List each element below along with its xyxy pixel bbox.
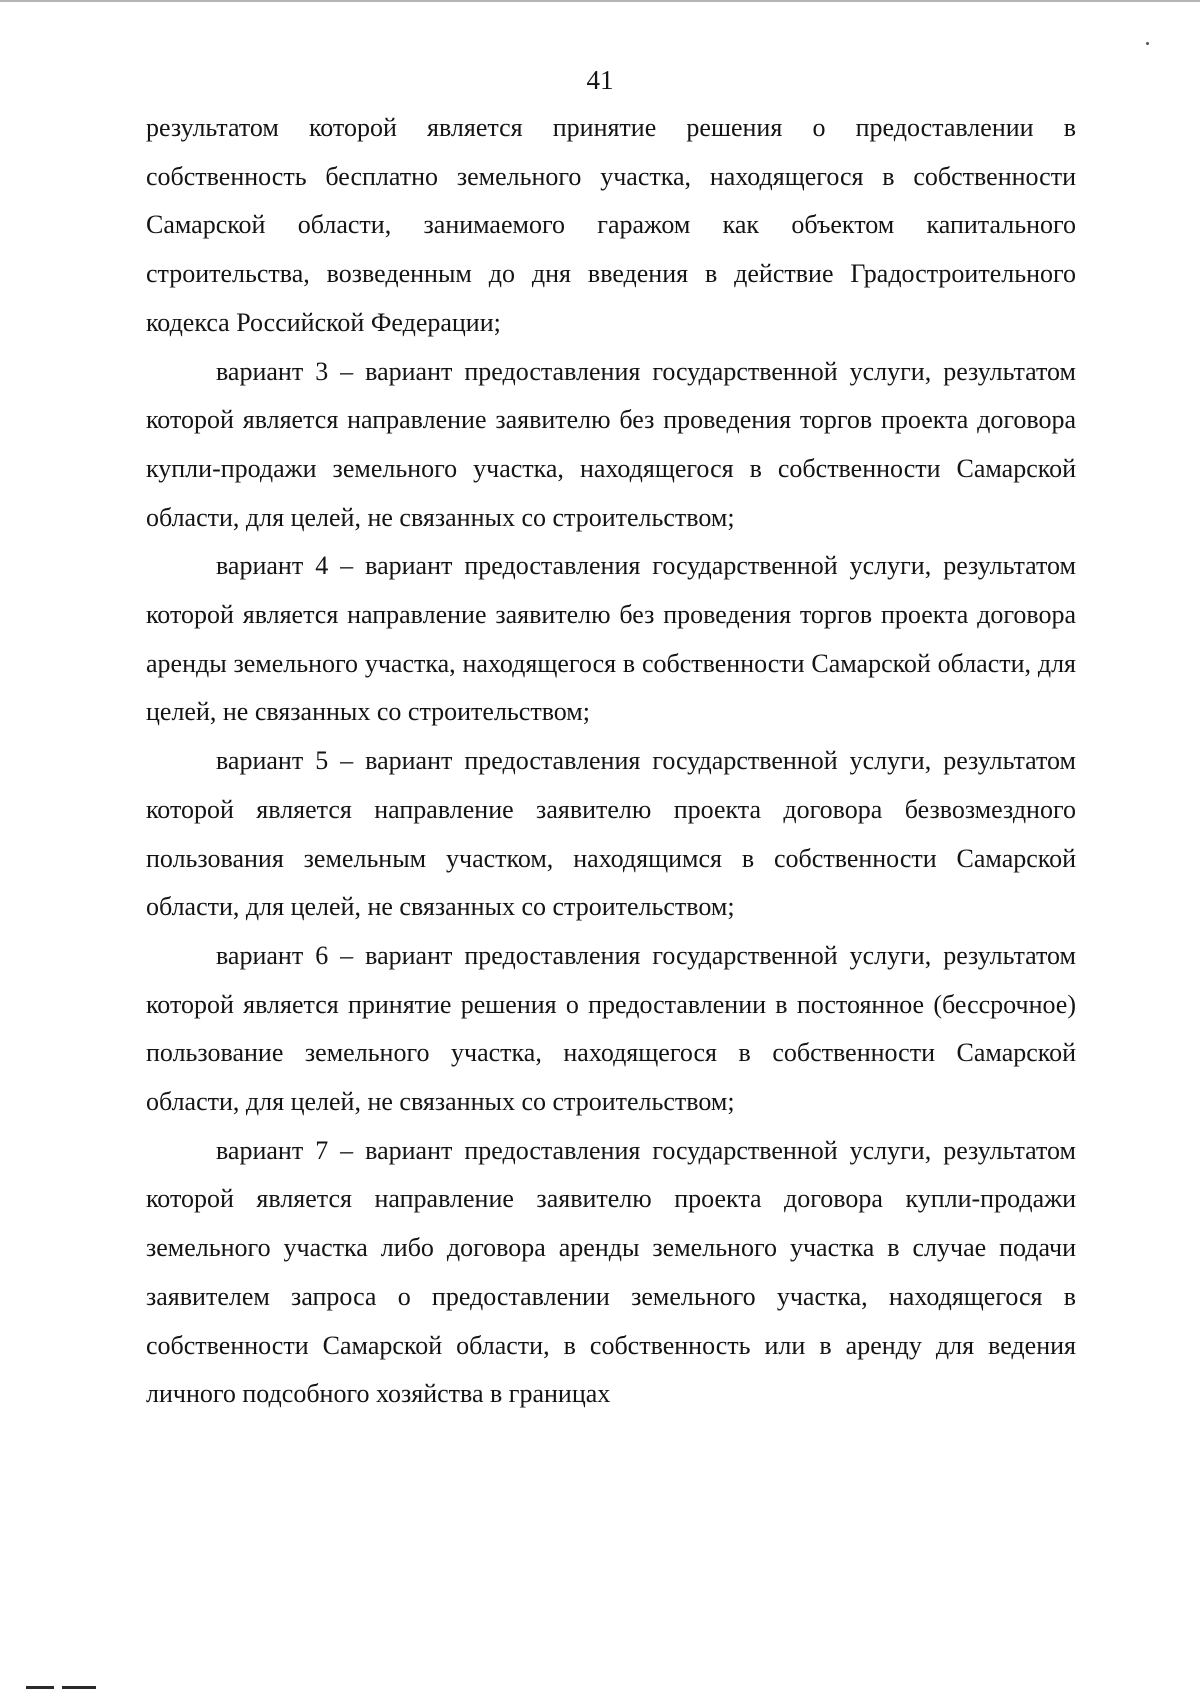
page-number: 41 bbox=[586, 65, 614, 95]
paragraph-continuation: результатом которой является принятие решения о предоставлении в собственность бесплатно земельного участка, находящегося в собственности Самарской области, занимаемого гаражом как объектом капитального строительства, возведенным до дня введения в действие Градостроительного кодекса Российской Федерации; bbox=[146, 113, 1076, 337]
paragraph-variant-7: вариант 7 – вариант предоставления государственной услуги, результатом которой является направление заявителю проекта договора купли-продажи земельного участка либо договора аренды земельного участка в случае подачи заявителем запроса о предоставлении земельного участка, находящегося в собственности Самарской области, в собственность или в аренду для ведения личного подсобного хозяйства в границах bbox=[146, 1135, 1076, 1409]
paragraph-variant-6: вариант 6 – вариант предоставления государственной услуги, результатом которой является принятие решения о предоставлении в постоянное (бессрочное) пользование земельного участка, находящегося в собственности Самарской области, для целей, не связанных со строительством; bbox=[146, 940, 1076, 1117]
scan-top-edge bbox=[0, 0, 1200, 2]
paragraph-variant-3: вариант 3 – вариант предоставления государственной услуги, результатом которой является направление заявителю без проведения торгов проекта договора купли-продажи земельного участка, находящегося в собственности Самарской области, для целей, не связанных со строительством; bbox=[146, 356, 1076, 532]
paragraph-variant-5: вариант 5 – вариант предоставления государственной услуги, результатом которой является направление заявителю проекта договора безвозмездного пользования земельным участком, находящимся в собственности Самарской области, для целей, не связанных со строительством; bbox=[146, 746, 1076, 922]
document-body bbox=[146, 104, 1076, 1419]
paragraph-variant-4: вариант 4 – вариант предоставления государственной услуги, результатом которой является направление заявителю без проведения торгов проекта договора аренды земельного участка, находящегося в собственности Самарской области, для целей, не связанных со строительством; bbox=[146, 551, 1076, 727]
scan-speck bbox=[1146, 42, 1149, 45]
scan-artifact-right bbox=[62, 1686, 96, 1689]
scan-artifact-left bbox=[26, 1686, 54, 1689]
